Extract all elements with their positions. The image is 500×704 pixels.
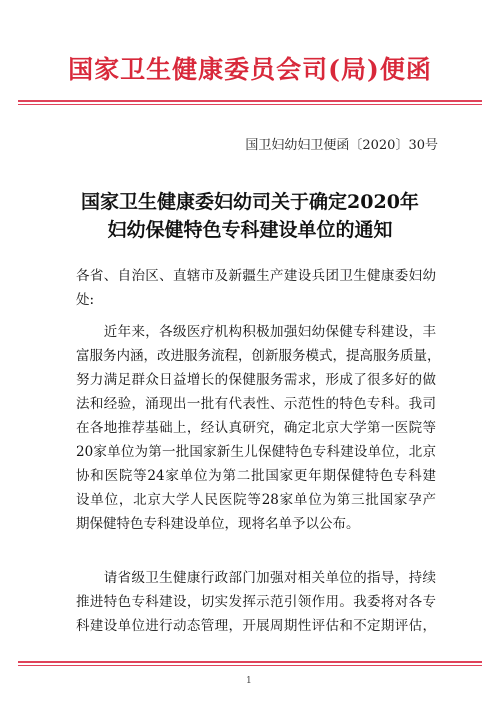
paragraph-line: 期保健特色专科建设单位，现将名单予以公布。 [76,516,360,532]
addressee-line: 处: [76,292,95,308]
page-number: 1 [246,676,252,686]
paragraph-line: 近年来，各级医疗机构积极加强妇幼保健专科建设，丰 [76,324,436,340]
paragraph-line: 协和医院等24家单位为第二批国家更年期保健特色专科建 [76,468,436,484]
document-title-line: 国家卫生健康委妇幼司关于确定2020年 [81,191,419,213]
document-title [0,188,500,244]
addressee-line: 各省、自治区、直辖市及新疆生产建设兵团卫生健康委妇幼 [76,268,436,284]
paragraph-line: 推进特色专科建设，切实发挥示范引领作用。我委将对各专 [76,594,436,610]
paragraph-line: 在各地推荐基础上，经认真研究，确定北京大学第一医院等 [76,420,436,436]
paragraph-line: 请省级卫生健康行政部门加强对相关单位的指导，持续 [76,570,436,586]
letterhead-rule-thick [18,100,482,102]
addressee [76,264,436,312]
footer-rule-thick [18,661,482,663]
paragraph-line: 设单位，北京大学人民医院等28家单位为第三批国家孕产 [76,492,436,508]
document-number: 国卫妇幼妇卫便函〔2020〕30号 [245,138,438,153]
body-paragraph-1 [76,320,441,536]
footer-rule-thin [18,665,482,666]
paragraph-line: 法和经验，涌现出一批有代表性、示范性的特色专科。我司 [76,396,436,412]
letterhead-title: 国家卫生健康委员会司(局)便函 [68,55,432,84]
body-paragraph-2 [76,566,436,638]
paragraph-line: 20家单位为第一批国家新生儿保健特色专科建设单位，北京 [76,444,436,460]
paragraph-line: 努力满足群众日益增长的保健服务需求，形成了很多好的做 [76,372,436,388]
document-title-line: 妇幼保健特色专科建设单位的通知 [107,219,393,241]
paragraph-line: 科建设单位进行动态管理，开展周期性评估和不定期评估， [76,618,436,634]
letterhead-rule-thin [18,104,482,105]
paragraph-line: 富服务内涵，改进服务流程，创新服务模式，提高服务质量， [76,348,441,364]
